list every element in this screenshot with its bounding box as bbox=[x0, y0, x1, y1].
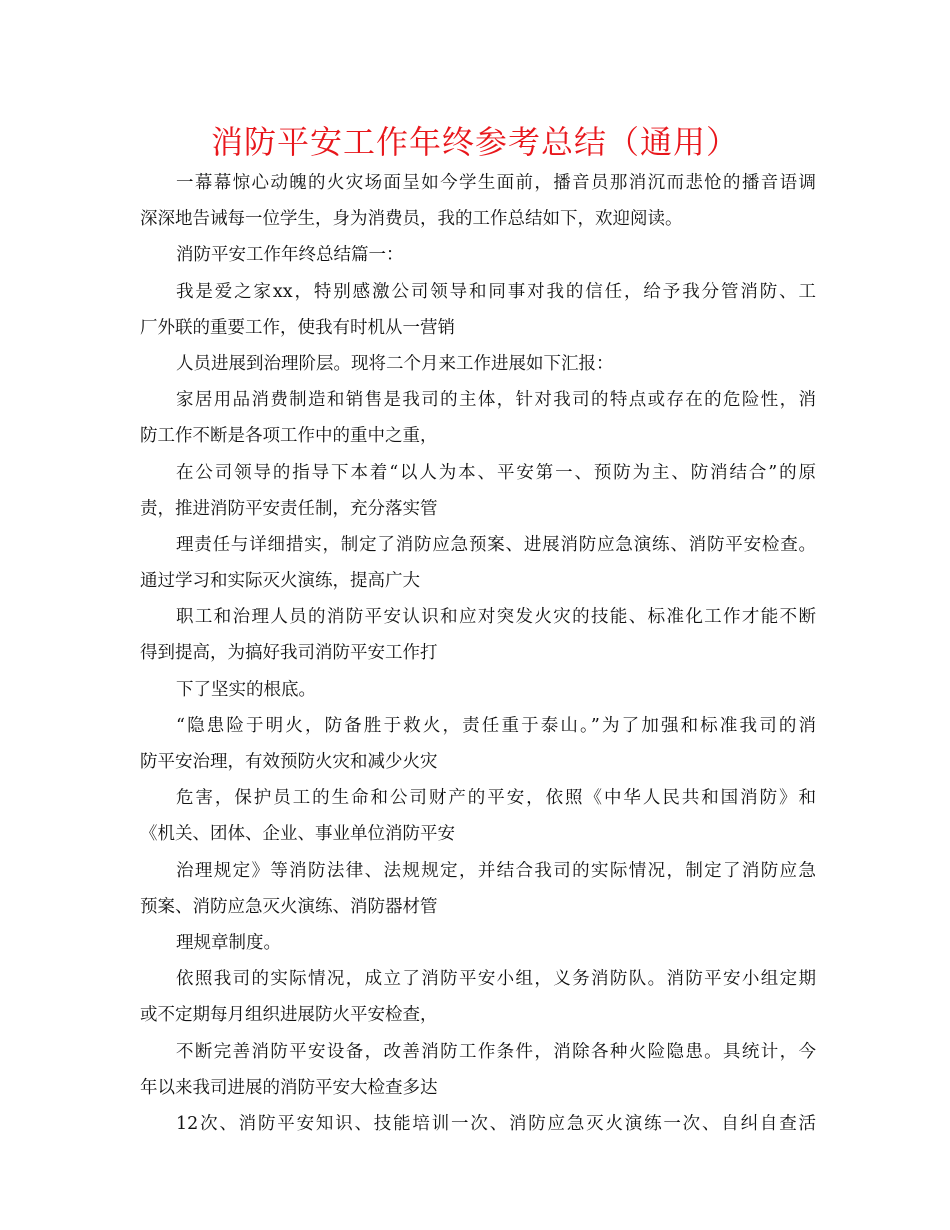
text-line: 下了坚实的根底。 bbox=[176, 679, 316, 700]
text-line: 危害，保护员工的生命和公司财产的平安，依照《中华人民共和国消防》和 bbox=[176, 788, 816, 809]
text-line: 在公司领导的指导下本着“以人为本、平安第一、预防为主、防消结合”的原 bbox=[176, 462, 816, 483]
document-body bbox=[140, 165, 816, 1142]
text-line: 依照我司的实际情况，成立了消防平安小组，义务消防队。消防平安小组定期 bbox=[176, 969, 816, 990]
text-line: 预案、消防应急灭火演练、消防器材管 bbox=[140, 896, 438, 917]
text-line: 12次、消防平安知识、技能培训一次、消防应急灭火演练一次、自纠自查活 bbox=[176, 1113, 816, 1134]
text-line: “隐患险于明火，防备胜于救火，责任重于泰山。”为了加强和标准我司的消 bbox=[176, 715, 816, 736]
text-line: 责，推进消防平安责任制，充分落实管 bbox=[140, 498, 438, 519]
text-line: 《机关、团体、企业、事业单位消防平安 bbox=[140, 824, 455, 845]
text-line: 一幕幕惊心动魄的火灾场面呈如今学生面前，播音员那消沉而悲怆的播音语调 bbox=[176, 173, 816, 193]
text-line: 理责任与详细措实，制定了消防应急预案、进展消防应急演练、消防平安检查。 bbox=[176, 534, 816, 555]
text-line: 或不定期每月组织进展防火平安检查， bbox=[140, 1005, 438, 1026]
text-line: 治理规定》等消防法律、法规规定，并结合我司的实际情况，制定了消防应急 bbox=[176, 860, 816, 881]
page-title: 消防平安工作年终参考总结（通用） bbox=[210, 123, 739, 161]
text-line: 我是爱之家xx，特别感激公司领导和同事对我的信任，给予我分管消防、工 bbox=[176, 281, 816, 302]
text-line: 通过学习和实际灭火演练，提高广大 bbox=[140, 571, 420, 592]
text-line: 深深地告诫每一位学生，身为消费员，我的工作总结如下，欢迎阅读。 bbox=[140, 209, 683, 230]
text-line: 得到提高，为搞好我司消防平安工作打 bbox=[140, 643, 438, 664]
text-line: 理规章制度。 bbox=[176, 932, 281, 953]
text-line: 防平安治理，有效预防火灾和减少火灾 bbox=[140, 752, 438, 772]
text-line: 家居用品消费制造和销售是我司的主体，针对我司的特点或存在的危险性，消 bbox=[176, 390, 816, 411]
text-line: 职工和治理人员的消防平安认识和应对突发火灾的技能、标准化工作才能不断 bbox=[176, 607, 816, 628]
text-line: 不断完善消防平安设备，改善消防工作条件，消除各种火险隐患。具统计，今 bbox=[176, 1041, 816, 1062]
text-line: 厂外联的重要工作，使我有时机从一营销 bbox=[140, 317, 455, 338]
text-line: 消防平安工作年终总结篇一： bbox=[176, 245, 404, 266]
text-line: 年以来我司进展的消防平安大检查多达 bbox=[140, 1077, 438, 1098]
text-line: 人员进展到治理阶层。现将二个月来工作进展如下汇报： bbox=[176, 353, 614, 374]
text-line: 防工作不断是各项工作中的重中之重， bbox=[140, 426, 438, 447]
